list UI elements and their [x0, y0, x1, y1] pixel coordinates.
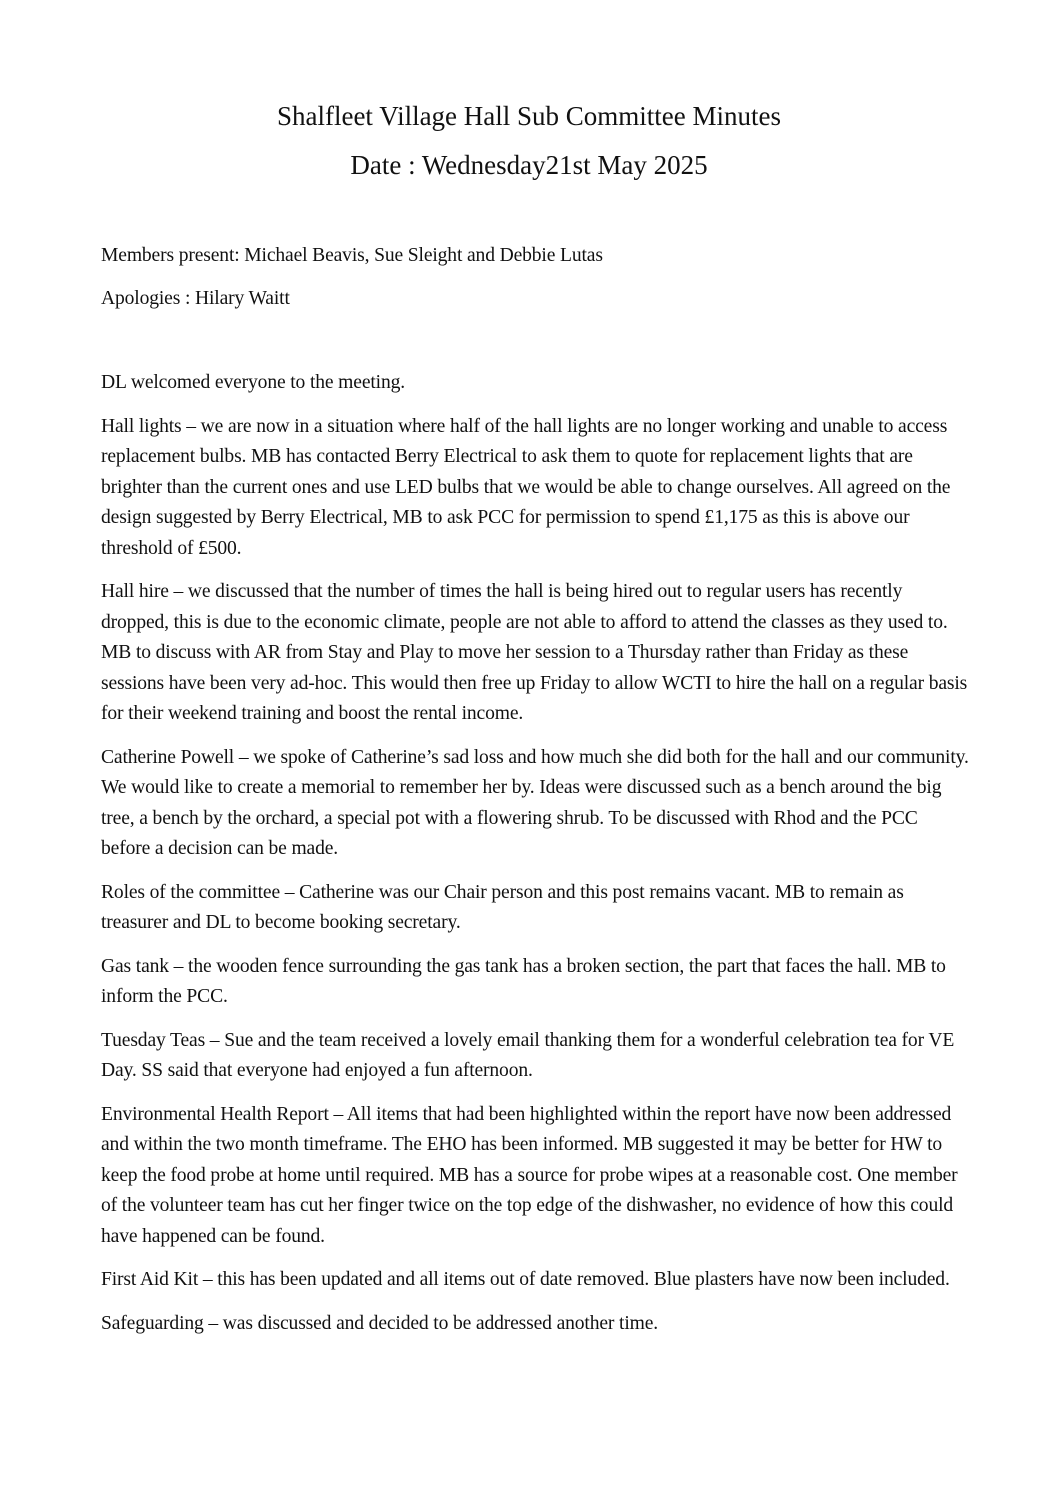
apologies-text: Apologies : Hilary Waitt — [101, 288, 290, 309]
paragraph-hall-lights: Hall lights – we are now in a situation where half of the hall lights are no longer working and unable to access replacement bulbs. MB has contacted Berry Electrical to ask them to quote for replacement lights that are brighter than the current ones and use LED bulbs that we would be able to change ourselves. All agreed on the design suggested by Berry Electrical, MB to ask PCC for permission to spend £1,175 as this is above our threshold of £500. — [101, 415, 951, 559]
paragraph-committee-roles: Roles of the committee – Catherine was our Chair person and this post remains vacant. MB to remain as treasurer and DL to become booking secretary. — [101, 881, 904, 933]
paragraph-catherine-powell: Catherine Powell – we spoke of Catherine’s sad loss and how much she did both for the hall and our community. We would like to create a memorial to remember her by. Ideas were discussed such as a bench around the big tree, a bench by the orchard, a special pot with a flowering shrub. To be discussed with Rhod and the PCC before a decision can be made. — [101, 746, 969, 859]
paragraph-welcome: DL welcomed everyone to the meeting. — [101, 372, 405, 393]
members-present — [101, 241, 971, 272]
paragraph-hall-hire: Hall hire – we discussed that the number of times the hall is being hired out to regular users has recently dropped, this is due to the economic climate, people are not able to afford to attend the classes as they used to. MB to discuss with AR from Stay and Play to move her session to a Thursday rather than Friday as these sessions have been very ad-hoc. This would then free up Friday to allow WCTI to hire the hall on a regular basis for their weekend training and boost the rental income. — [101, 581, 968, 724]
paragraph-gas-tank: Gas tank – the wooden fence surrounding the gas tank has a broken section, the part that faces the hall. MB to inform the PCC. — [101, 955, 946, 1007]
meeting-date: Date : Wednesday21st May 2025 — [350, 150, 708, 180]
minutes-body — [101, 368, 971, 1352]
paragraph-tuesday-teas: Tuesday Teas – Sue and the team received a lovely email thanking them for a wonderful celebration tea for VE Day. SS said that everyone had enjoyed a fun afternoon. — [101, 1029, 955, 1081]
paragraph-safeguarding: Safeguarding – was discussed and decided to be addressed another time. — [101, 1312, 659, 1334]
members-present-text: Members present: Michael Beavis, Sue Sleight and Debbie Lutas — [101, 245, 603, 266]
paragraph-first-aid-kit: First Aid Kit – this has been updated and all items out of date removed. Blue plasters have now been included. — [101, 1269, 950, 1290]
document-title: Shalfleet Village Hall Sub Committee Minutes — [276, 101, 782, 131]
paragraph-environmental-health: Environmental Health Report – All items that had been highlighted within the report have now been addressed and within the two month timeframe. The EHO has been informed. MB suggested it may be better for HW to keep the food probe at home until required. MB has a source for probe wipes at a reasonable cost. One member of the volunteer team has cut her finger twice on the top edge of the dishwasher, no evidence of how this could have happened can be found. — [101, 1103, 958, 1247]
apologies — [101, 284, 971, 315]
